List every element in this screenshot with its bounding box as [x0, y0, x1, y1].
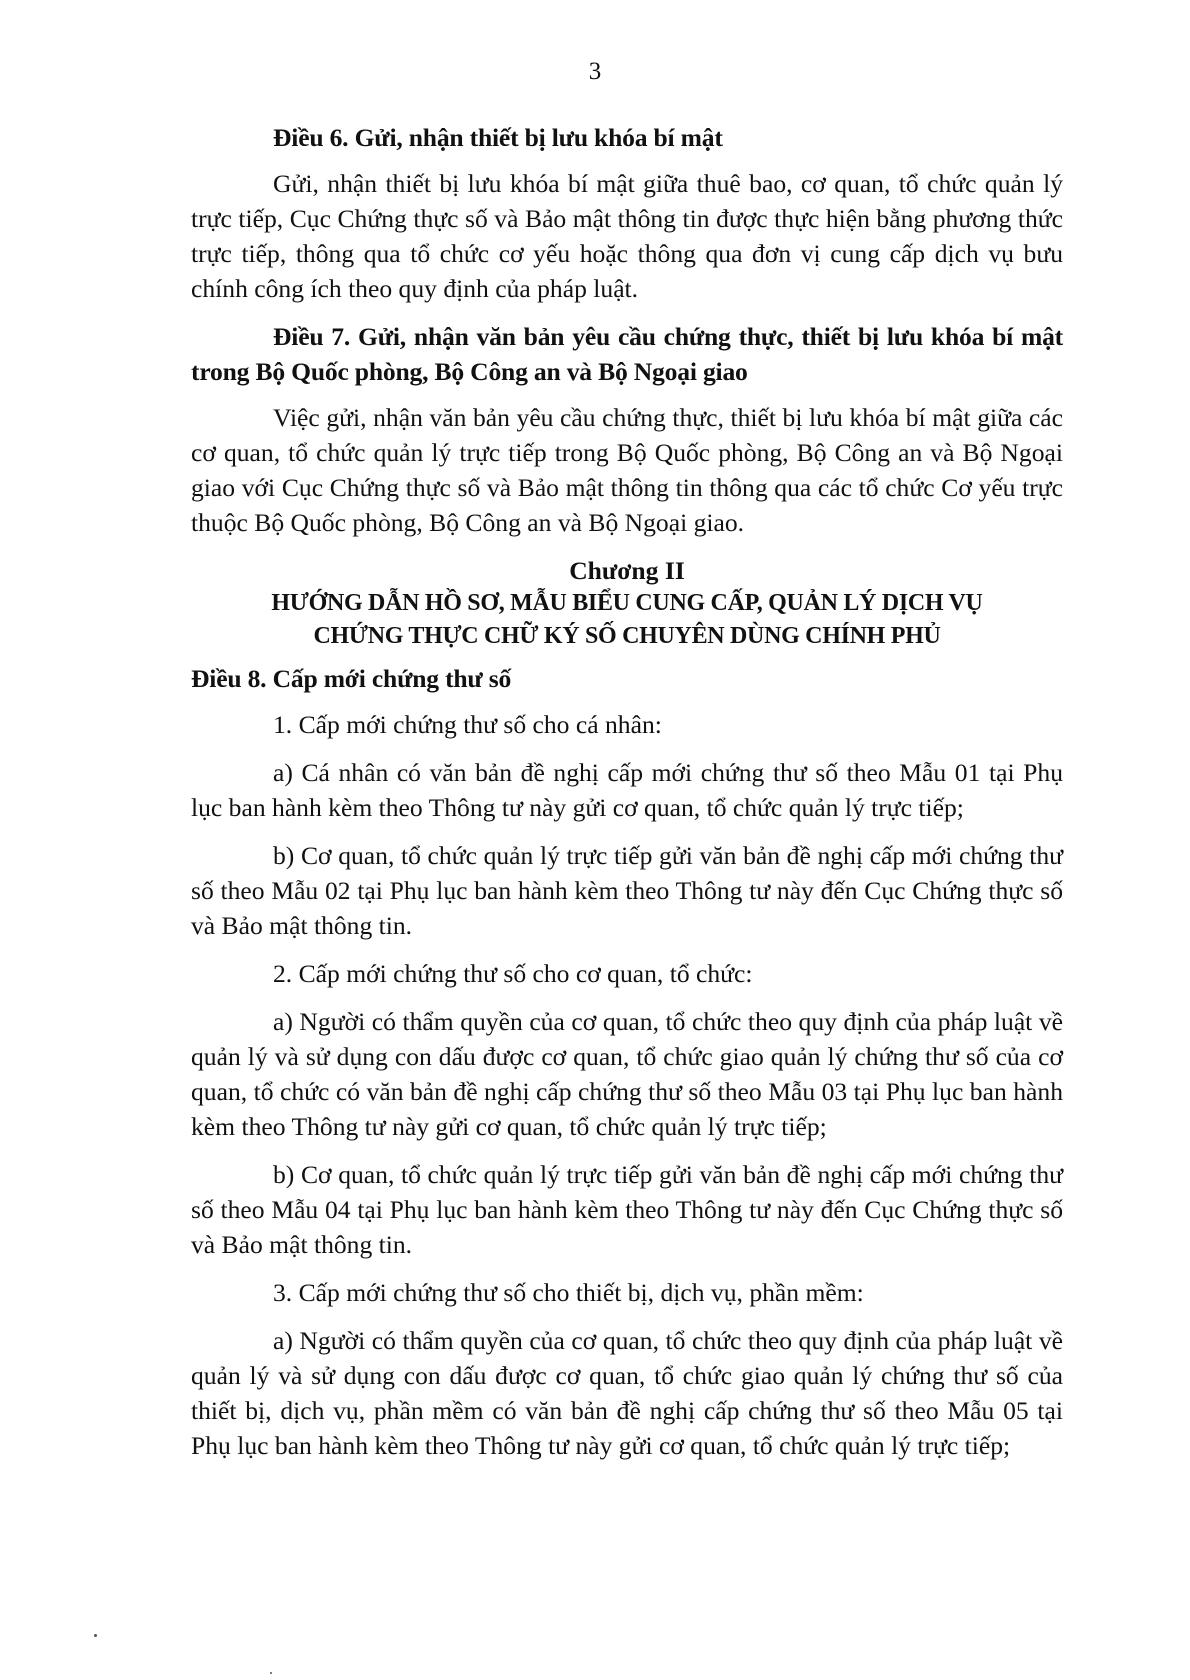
- article-8-clause-3a: a) Người có thẩm quyền của cơ quan, tổ chức theo quy định của pháp luật về quản lý và sử dụng con dấu được cơ quan, tổ chức giao quản lý chứng thư số của thiết bị, dịch vụ, phần mềm có văn bản đề nghị cấp chứng thư số theo Mẫu 05 tại Phụ lục ban hành kèm theo Thông tư này gửi cơ quan, tổ chức quản lý trực tiếp;: [191, 1326, 1063, 1460]
- article-8-clause-2: 2. Cấp mới chứng thư số cho cơ quan, tổ chức:: [273, 959, 753, 988]
- chapter-label: Chương II: [569, 556, 685, 585]
- article-7-heading: Điều 7. Gửi, nhận văn bản yêu cầu chứng thực, thiết bị lưu khóa bí mật trong Bộ Quốc phòng, Bộ Công an và Bộ Ngoại giao: [191, 322, 1063, 386]
- chapter-title-line-1: HƯỚNG DẪN HỒ SƠ, MẪU BIỂU CUNG CẤP, QUẢN LÝ DỊCH VỤ: [271, 590, 983, 616]
- article-8-clause-1b: b) Cơ quan, tổ chức quản lý trực tiếp gửi văn bản đề nghị cấp mới chứng thư số theo Mẫu 02 tại Phụ lục ban hành kèm theo Thông tư này đến Cục Chứng thực số và Bảo mật thông tin.: [191, 841, 1063, 940]
- article-8-clause-1a: a) Cá nhân có văn bản đề nghị cấp mới chứng thư số theo Mẫu 01 tại Phụ lục ban hành kèm theo Thông tư này gửi cơ quan, tổ chức quản lý trực tiếp;: [191, 758, 1063, 822]
- article-8-clause-2b: b) Cơ quan, tổ chức quản lý trực tiếp gửi văn bản đề nghị cấp mới chứng thư số theo Mẫu 04 tại Phụ lục ban hành kèm theo Thông tư này đến Cục Chứng thực số và Bảo mật thông tin.: [191, 1160, 1063, 1259]
- chapter-heading: [191, 554, 1063, 653]
- article-7-paragraph: Việc gửi, nhận văn bản yêu cầu chứng thực, thiết bị lưu khóa bí mật giữa các cơ quan, tổ chức quản lý trực tiếp trong Bộ Quốc phòng, Bộ Công an và Bộ Ngoại giao với Cục Chứng thực số và Bảo mật thông tin thông qua các tổ chức Cơ yếu trực thuộc Bộ Quốc phòng, Bộ Công an và Bộ Ngoại giao.: [191, 403, 1063, 537]
- page-number: 3: [588, 58, 602, 85]
- chapter-title-line-2: CHỨNG THỰC CHỮ KÝ SỐ CHUYÊN DÙNG CHÍNH PHỦ: [313, 623, 941, 649]
- scan-speck: [270, 1672, 272, 1674]
- article-6-heading: Điều 6. Gửi, nhận thiết bị lưu khóa bí mật: [273, 123, 723, 152]
- scan-speck: [94, 1634, 97, 1637]
- document-body: [191, 120, 1063, 1476]
- article-8-heading: Điều 8. Cấp mới chứng thư số: [191, 664, 512, 693]
- article-6-paragraph: Gửi, nhận thiết bị lưu khóa bí mật giữa thuê bao, cơ quan, tổ chức quản lý trực tiếp, Cục Chứng thực số và Bảo mật thông tin được thực hiện bằng phương thức trực tiếp, thông qua tổ chức cơ yếu hoặc thông qua đơn vị cung cấp dịch vụ bưu chính công ích theo quy định của pháp luật.: [191, 169, 1063, 303]
- article-8-clause-2a: a) Người có thẩm quyền của cơ quan, tổ chức theo quy định của pháp luật về quản lý và sử dụng con dấu được cơ quan, tổ chức giao quản lý chứng thư số của cơ quan, tổ chức có văn bản đề nghị cấp chứng thư số theo Mẫu 03 tại Phụ lục ban hành kèm theo Thông tư này gửi cơ quan, tổ chức quản lý trực tiếp;: [191, 1007, 1063, 1141]
- article-8-clause-3: 3. Cấp mới chứng thư số cho thiết bị, dịch vụ, phần mềm:: [273, 1278, 864, 1307]
- article-8-clause-1: 1. Cấp mới chứng thư số cho cá nhân:: [273, 710, 662, 739]
